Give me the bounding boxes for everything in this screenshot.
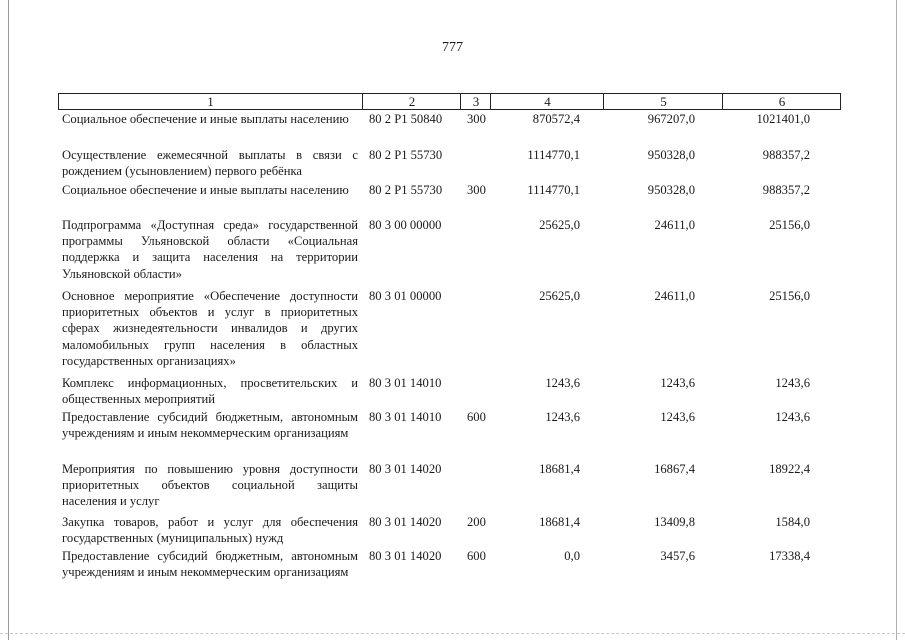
row-value-col5: 16867,4: [654, 462, 695, 476]
row-value-col6: 1021401,0: [756, 112, 810, 126]
row-value-col4: 1243,6: [545, 376, 580, 390]
row-expense-type: 200: [467, 515, 486, 529]
row-description: Социальное обеспечение и иные выплаты населению: [62, 183, 349, 197]
header-col-4: 4: [490, 94, 604, 109]
row-value-col6: 1584,0: [775, 515, 810, 529]
row-description: Основное мероприятие «Обеспечение доступности приоритетных объектов и услуг в приоритетных сферах жизнедеятельности инвалидов и других маломобильных групп населения в областных государственных организациях»: [62, 289, 358, 368]
row-expense-type: 600: [467, 549, 486, 563]
row-code: 80 3 01 14020: [369, 515, 442, 529]
row-code: 80 3 00 00000: [369, 218, 442, 232]
row-value-col4: 25625,0: [539, 218, 580, 232]
row-value-col4: 25625,0: [539, 289, 580, 303]
row-description: Осуществление ежемесячной выплаты в связи с рождением (усыновлением) первого ребёнка: [62, 148, 358, 179]
row-value-col5: 1243,6: [660, 376, 695, 390]
row-description: Социальное обеспечение и иные выплаты населению: [62, 112, 349, 126]
row-code: 80 3 01 14020: [369, 462, 442, 476]
row-expense-type: 600: [467, 410, 486, 424]
row-value-col4: 1114770,1: [527, 148, 580, 162]
row-code: 80 3 01 14020: [369, 549, 442, 563]
row-value-col5: 24611,0: [654, 289, 695, 303]
page-number: 777: [442, 40, 463, 55]
row-value-col6: 18922,4: [769, 462, 810, 476]
header-col-5: 5: [603, 94, 723, 109]
row-value-col6: 988357,2: [762, 148, 810, 162]
row-value-col4: 1243,6: [545, 410, 580, 424]
row-value-col6: 1243,6: [775, 376, 810, 390]
header-col-6: 6: [722, 94, 841, 109]
row-description: Закупка товаров, работ и услуг для обеспечения государственных (муниципальных) нужд: [62, 515, 358, 546]
row-value-col5: 967207,0: [647, 112, 695, 126]
page-right-edge: [896, 0, 897, 640]
header-col-2: 2: [362, 94, 461, 109]
row-code: 80 2 P1 55730: [369, 183, 443, 197]
row-value-col5: 950328,0: [647, 148, 695, 162]
row-value-col5: 3457,6: [660, 549, 695, 563]
row-value-col4: 18681,4: [539, 462, 580, 476]
row-code: 80 2 P1 55730: [369, 148, 443, 162]
row-value-col4: 0,0: [564, 549, 580, 563]
row-description: Мероприятия по повышению уровня доступности приоритетных объектов социальной защиты населения и услуг: [62, 462, 358, 509]
row-description: Предоставление субсидий бюджетным, автономным учреждениям и иным некоммерческим организациям: [62, 410, 358, 441]
row-description: Комплекс информационных, просветительских и общественных мероприятий: [62, 376, 358, 407]
row-code: 80 3 01 00000: [369, 289, 442, 303]
row-value-col4: 1114770,1: [527, 183, 580, 197]
row-code: 80 3 01 14010: [369, 410, 442, 424]
row-description: Подпрограмма «Доступная среда» государственной программы Ульяновской области «Социальная поддержка и защита населения на территории Ульяновской области»: [62, 218, 358, 281]
row-value-col6: 1243,6: [775, 410, 810, 424]
row-value-col4: 18681,4: [539, 515, 580, 529]
row-value-col5: 950328,0: [647, 183, 695, 197]
header-col-1: 1: [207, 94, 214, 109]
row-description: Предоставление субсидий бюджетным, автономным учреждениям и иным некоммерческим организациям: [62, 549, 358, 580]
row-value-col5: 13409,8: [654, 515, 695, 529]
row-value-col4: 870572,4: [532, 112, 580, 126]
row-value-col5: 24611,0: [654, 218, 695, 232]
row-value-col5: 1243,6: [660, 410, 695, 424]
row-value-col6: 25156,0: [769, 218, 810, 232]
table-header: [58, 93, 841, 110]
page-left-edge: [8, 0, 9, 640]
row-expense-type: 300: [467, 183, 486, 197]
row-value-col6: 25156,0: [769, 289, 810, 303]
row-value-col6: 17338,4: [769, 549, 810, 563]
header-col-3: 3: [460, 94, 491, 109]
row-expense-type: 300: [467, 112, 486, 126]
row-value-col6: 988357,2: [762, 183, 810, 197]
row-code: 80 2 P1 50840: [369, 112, 443, 126]
row-code: 80 3 01 14010: [369, 376, 442, 390]
page-bottom-edge: [0, 633, 905, 634]
